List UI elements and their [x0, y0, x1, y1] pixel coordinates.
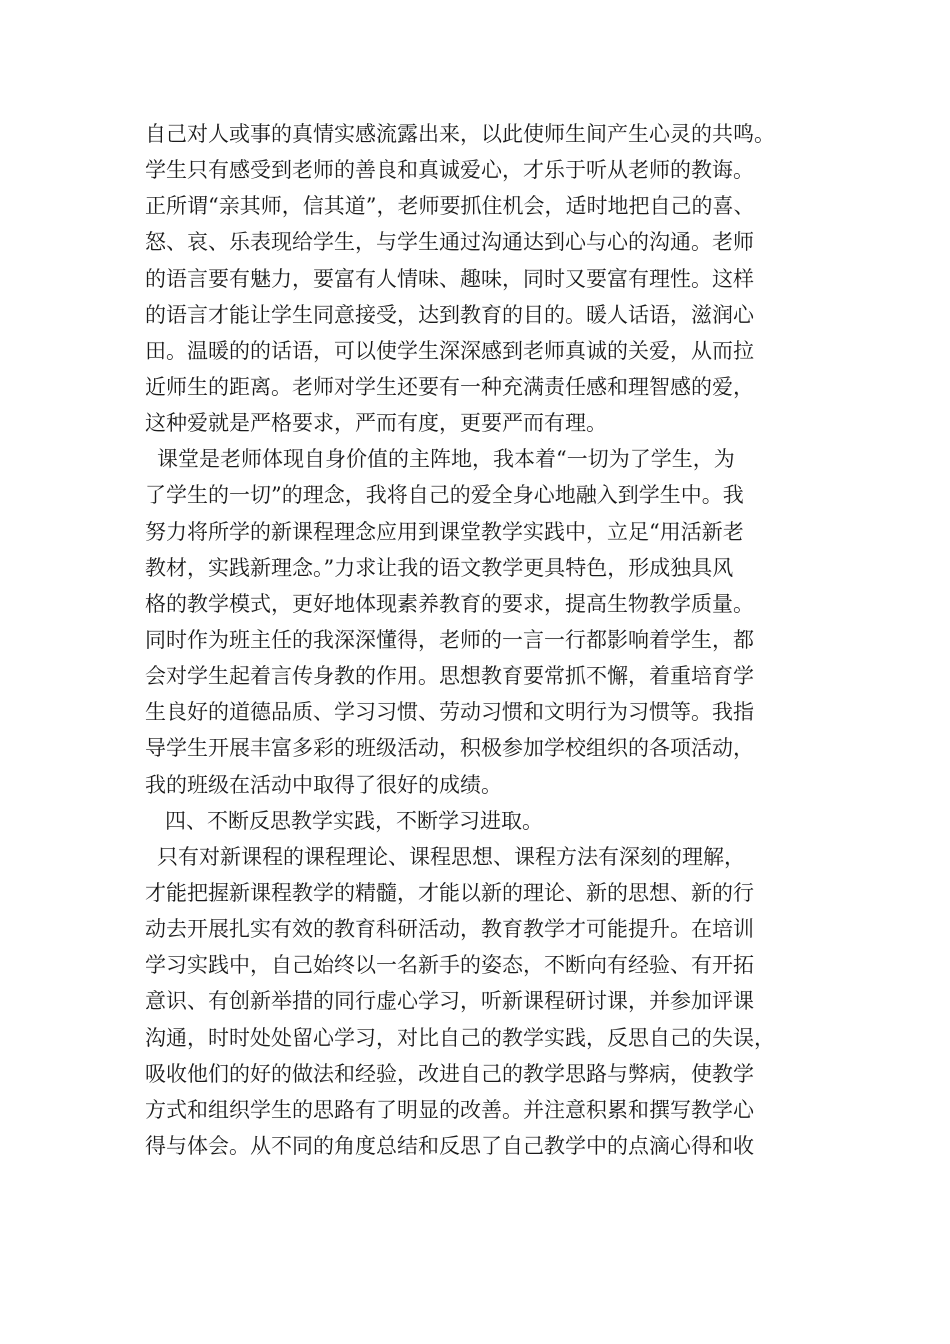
text-line: 自己对人或事的真情实感流露出来，以此使师生间产生心灵的共鸣。	[145, 122, 775, 146]
text-line: 田。温暖的的话语，可以使学生深深感到老师真诚的关爱，从而拉	[145, 338, 754, 363]
text-line: 得与体会。从不同的角度总结和反思了自己教学中的点滴心得和收	[145, 1133, 754, 1158]
text-line: 我的班级在活动中取得了很好的成绩。	[145, 772, 502, 797]
text-line: 格的教学模式，更好地体现素养教育的要求，提高生物教学质量。	[145, 591, 754, 616]
paragraph-start-line: 只有对新课程的课程理论、课程思想、课程方法有深刻的理解，	[157, 844, 745, 869]
text-line: 吸收他们的好的做法和经验，改进自己的教学思路与弊病，使教学	[145, 1061, 754, 1086]
text-line: 教材，实践新理念。”力求让我的语文教学更具特色，形成独具风	[145, 555, 734, 580]
text-line: 学生只有感受到老师的善良和真诚爱心，才乐于听从老师的教诲。	[145, 158, 754, 183]
body-text	[145, 116, 825, 1164]
text-line: 沟通，时时处处留心学习，对比自己的教学实践，反思自己的失误，	[145, 1025, 775, 1050]
text-line: 意识、有创新举措的同行虚心学习，听新课程研讨课，并参加评课	[145, 989, 754, 1014]
text-line: 的语言要有魅力，要富有人情味、趣味，同时又要富有理性。这样	[145, 266, 754, 291]
text-line: 怒、哀、乐表现给学生，与学生通过沟通达到心与心的沟通。老师	[145, 230, 754, 255]
text-line: 近师生的距离。老师对学生还要有一种充满责任感和理智感的爱，	[145, 374, 754, 399]
text-line: 会对学生起着言传身教的作用。思想教育要常抓不懈，着重培育学	[145, 664, 754, 689]
text-line: 动去开展扎实有效的教育科研活动，教育教学才可能提升。在培训	[145, 917, 754, 942]
text-line: 才能把握新课程教学的精髓，才能以新的理论、新的思想、新的行	[145, 880, 754, 905]
section-heading: 四、不断反思教学实践，不断学习进取。	[165, 808, 543, 833]
text-line: 同时作为班主任的我深深懂得，老师的一言一行都影响着学生，都	[145, 627, 754, 652]
text-line: 学习实践中，自己始终以一名新手的姿态，不断向有经验、有开拓	[145, 953, 754, 978]
text-line: 这种爱就是严格要求，严而有度，更要严而有理。	[145, 411, 607, 436]
paragraph-start-line: 课堂是老师体现自身价值的主阵地，我本着“一切为了学生，为	[157, 447, 735, 472]
text-line: 导学生开展丰富多彩的班级活动，积极参加学校组织的各项活动，	[145, 736, 754, 761]
text-line: 努力将所学的新课程理念应用到课堂教学实践中，立足“用活新老	[145, 519, 744, 544]
text-line: 正所谓“亲其师，信其道”，老师要抓住机会，适时地把自己的喜、	[145, 194, 755, 219]
text-line: 生良好的道德品质、学习习惯、劳动习惯和文明行为习惯等。我指	[145, 700, 754, 725]
text-line: 了学生的一切”的理念，我将自己的爱全身心地融入到学生中。我	[145, 483, 744, 508]
text-line: 的语言才能让学生同意接受，达到教育的目的。暖人话语，滋润心	[145, 302, 754, 327]
text-line: 方式和组织学生的思路有了明显的改善。并注意积累和撰写教学心	[145, 1097, 754, 1122]
